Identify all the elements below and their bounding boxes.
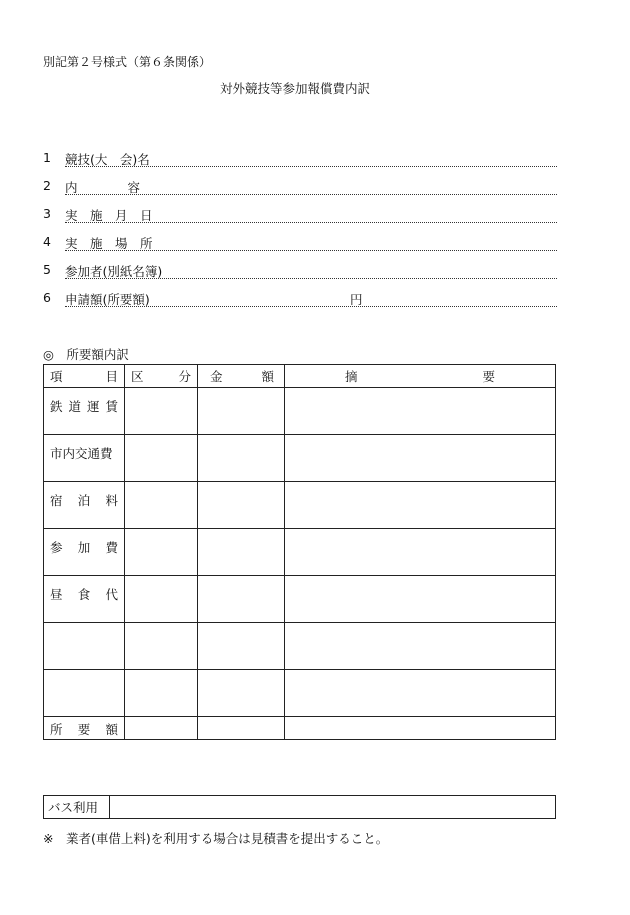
table-row	[44, 576, 556, 623]
row-label-railway-fare: 鉄 道 運 賃	[44, 388, 125, 435]
header-amount: 金 額	[198, 365, 285, 388]
cell-category[interactable]	[125, 388, 198, 435]
header-item: 項 目	[44, 365, 125, 388]
cell-amount[interactable]	[198, 482, 285, 529]
cell-amount[interactable]	[198, 670, 285, 717]
table-row	[44, 482, 556, 529]
breakdown-heading: ◎ 所要額内訳	[43, 347, 129, 362]
field-date[interactable]	[43, 206, 557, 226]
bus-usage-label: バス利用	[44, 796, 110, 819]
field-competition-name[interactable]	[43, 150, 557, 170]
field-label: 実 施 月 日	[65, 208, 153, 223]
field-place[interactable]	[43, 234, 557, 254]
dotted-entry-line	[65, 194, 557, 195]
header-category: 区 分	[125, 365, 198, 388]
bus-usage-input[interactable]	[110, 796, 556, 819]
field-requested-amount[interactable]	[43, 290, 557, 310]
row-label-lodging: 宿 泊 料	[44, 482, 125, 529]
dotted-entry-line	[65, 250, 557, 251]
cell-category[interactable]	[125, 623, 198, 670]
cell-category[interactable]	[125, 670, 198, 717]
row-label-local-transport: 市内交通費	[44, 435, 125, 482]
cell-amount[interactable]	[198, 388, 285, 435]
cell-summary[interactable]	[285, 670, 556, 717]
field-number: 3	[43, 206, 51, 221]
header-summary: 摘 要	[285, 365, 556, 388]
cell-category[interactable]	[125, 482, 198, 529]
cell-summary[interactable]	[285, 576, 556, 623]
row-label-blank[interactable]	[44, 670, 125, 717]
cell-amount[interactable]	[198, 529, 285, 576]
field-number: 1	[43, 150, 51, 165]
cell-summary[interactable]	[285, 717, 556, 740]
field-participants[interactable]	[43, 262, 557, 282]
row-label-total: 所 要 額	[44, 717, 125, 740]
dotted-entry-line	[65, 222, 557, 223]
row-label-lunch: 昼 食 代	[44, 576, 125, 623]
dotted-entry-line	[65, 278, 557, 279]
table-header-row	[44, 365, 556, 388]
cell-category[interactable]	[125, 576, 198, 623]
form-label: 別記第２号様式（第６条関係）	[43, 55, 212, 69]
field-number: 4	[43, 234, 51, 249]
field-label: 実 施 場 所	[65, 236, 153, 251]
field-number: 5	[43, 262, 51, 277]
field-content[interactable]	[43, 178, 557, 198]
table-row	[44, 435, 556, 482]
field-label: 内 容	[65, 180, 141, 195]
table-row	[44, 670, 556, 717]
field-label: 競技(大 会)名	[65, 152, 150, 167]
table-total-row	[44, 717, 556, 740]
cell-summary[interactable]	[285, 435, 556, 482]
yen-unit: 円	[350, 292, 363, 307]
field-number: 2	[43, 178, 51, 193]
cell-amount[interactable]	[198, 435, 285, 482]
row-label-blank[interactable]	[44, 623, 125, 670]
cell-category[interactable]	[125, 529, 198, 576]
table-row	[44, 388, 556, 435]
dotted-entry-line	[65, 306, 557, 307]
cell-summary[interactable]	[285, 482, 556, 529]
cell-category[interactable]	[125, 717, 198, 740]
cell-category[interactable]	[125, 435, 198, 482]
field-label: 申請額(所要額)	[65, 292, 150, 307]
cell-summary[interactable]	[285, 529, 556, 576]
field-label: 参加者(別紙名簿)	[65, 264, 163, 279]
cell-summary[interactable]	[285, 388, 556, 435]
bus-usage-table	[43, 795, 556, 819]
dotted-entry-line	[65, 166, 557, 167]
document-title: 対外競技等参加報償費内訳	[220, 81, 371, 96]
table-row	[44, 623, 556, 670]
footnote: ※ 業者(車借上料)を利用する場合は見積書を提出すること。	[43, 831, 389, 846]
cell-amount[interactable]	[198, 576, 285, 623]
cell-amount[interactable]	[198, 623, 285, 670]
cell-amount[interactable]	[198, 717, 285, 740]
row-label-participation-fee: 参 加 費	[44, 529, 125, 576]
field-number: 6	[43, 290, 51, 305]
breakdown-table	[43, 364, 556, 740]
cell-summary[interactable]	[285, 623, 556, 670]
table-row	[44, 529, 556, 576]
